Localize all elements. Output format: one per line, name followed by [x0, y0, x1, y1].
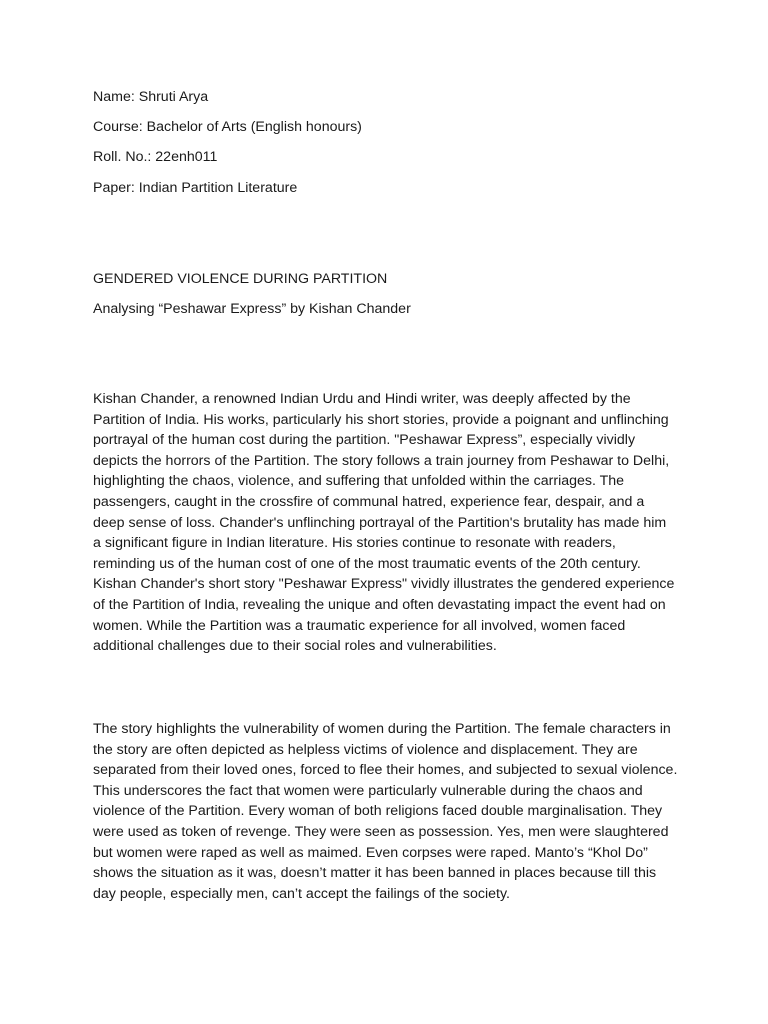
student-name: Name: Shruti Arya — [93, 89, 209, 105]
body-paragraph-2: The story highlights the vulnerability of women during the Partition. The female characters in the story are often depicted as helpless victims of violence and displacement. They are separated from their loved ones, forced to flee their homes, and subjected to sexual violence. This underscores the fact that women were particularly vulnerable during the chaos and violence of the Partition. Every woman of both religions faced double marginalisation. They were used as token of revenge. They were seen as possession. Yes, men were slaughtered but women were raped as well as maimed. Even corpses were raped. Manto’s “Khol Do” shows the situation as it was, doesn’t matter it has been banned in places because till this day people, especially men, can’t accept the failings of the society. — [93, 721, 678, 902]
essay-subtitle: Analysing “Peshawar Express” by Kishan Chander — [93, 301, 411, 317]
essay-title: GENDERED VIOLENCE DURING PARTITION — [93, 271, 388, 287]
course-line: Course: Bachelor of Arts (English honours) — [93, 119, 362, 135]
paper-line: Paper: Indian Partition Literature — [93, 180, 298, 196]
body-paragraph-1: Kishan Chander, a renowned Indian Urdu and Hindi writer, was deeply affected by the Partition of India. His works, particularly his short stories, provide a poignant and unflinching portrayal of the human cost during the partition. "Peshawar Express”, especially vividly depicts the horrors of the Partition. The story follows a train journey from Peshawar to Delhi, highlighting the chaos, violence, and suffering that unfolded within the carriages. The passengers, caught in the crossfire of communal hatred, experience fear, despair, and a deep sense of loss. Chander's unflinching portrayal of the Partition's brutality has made him a significant figure in Indian literature. His stories continue to resonate with readers, reminding us of the human cost of one of the most traumatic events of the 20th century. Kishan Chander's short story "Peshawar Express" vividly illustrates the gendered experience of the Partition of India, revealing the unique and often devastating impact the event had on women. While the Partition was a traumatic experience for all involved, women faced additional challenges due to their social roles and vulnerabilities. — [93, 391, 675, 655]
roll-number: Roll. No.: 22enh011 — [93, 149, 218, 165]
